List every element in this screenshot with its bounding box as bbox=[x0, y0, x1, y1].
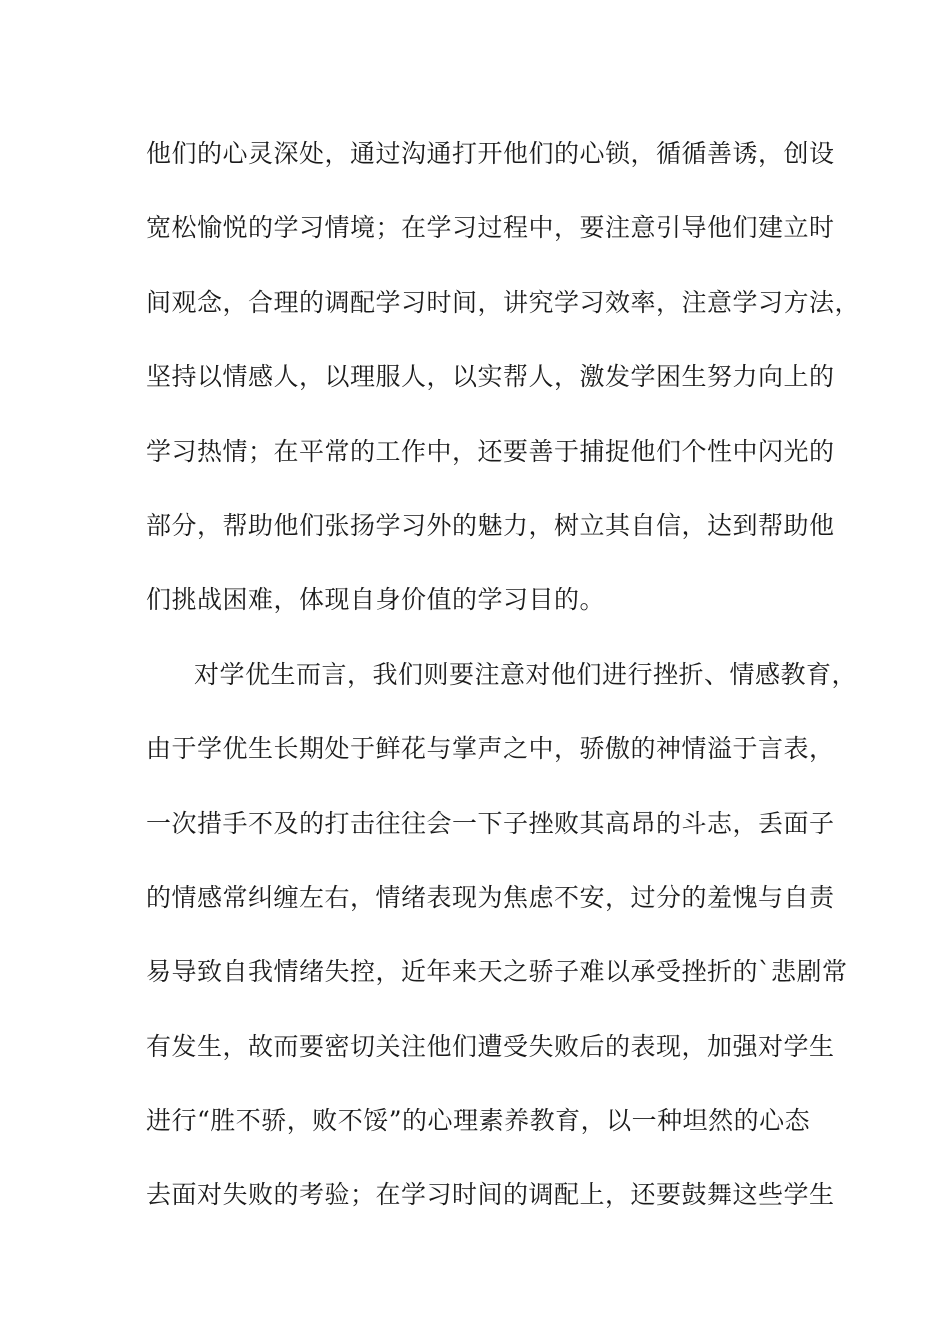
text-line: 坚持以情感人，以理服人，以实帮人，激发学困生努力向上的 bbox=[146, 362, 835, 392]
body-text bbox=[146, 126, 861, 1242]
text-line: 他们的心灵深处，通过沟通打开他们的心锁，循循善诱，创设 bbox=[146, 139, 835, 168]
text-line: 宽松愉悦的学习情境；在学习过程中，要注意引导他们建立时 bbox=[146, 213, 835, 243]
text-line: 有发生，故而要密切关注他们遭受失败后的表现，加强对学生 bbox=[146, 1031, 835, 1061]
text-line: 们挑战困难，体现自身价值的学习目的。 bbox=[146, 585, 606, 615]
text-line: 部分，帮助他们张扬学习外的魅力，树立其自信，达到帮助他 bbox=[146, 510, 835, 540]
text-line: 的情感常纠缠左右，情绪表现为焦虑不安，过分的羞愧与自责 bbox=[146, 882, 835, 912]
paragraph-start-line: 对学优生而言，我们则要注意对他们进行挫折、情感教育， bbox=[194, 659, 858, 689]
text-line: 去面对失败的考验；在学习时间的调配上，还要鼓舞这些学生 bbox=[146, 1180, 835, 1210]
text-line: 学习热情；在平常的工作中，还要善于捕捉他们个性中闪光的 bbox=[146, 436, 835, 466]
text-line: 间观念，合理的调配学习时间，讲究学习效率，注意学习方法， bbox=[146, 287, 861, 317]
text-line: 一次措手不及的打击往往会一下子挫败其高昂的斗志，丢面子 bbox=[146, 808, 835, 838]
text-line: 进行“胜不骄，败不馁”的心理素养教育，以一种坦然的心态 bbox=[146, 1106, 811, 1136]
text-line: 易导致自我情绪失控，近年来天之骄子难以承受挫折的`悲剧常 bbox=[146, 957, 848, 987]
text-line: 由于学优生长期处于鲜花与掌声之中，骄傲的神情溢于言表， bbox=[146, 734, 835, 764]
